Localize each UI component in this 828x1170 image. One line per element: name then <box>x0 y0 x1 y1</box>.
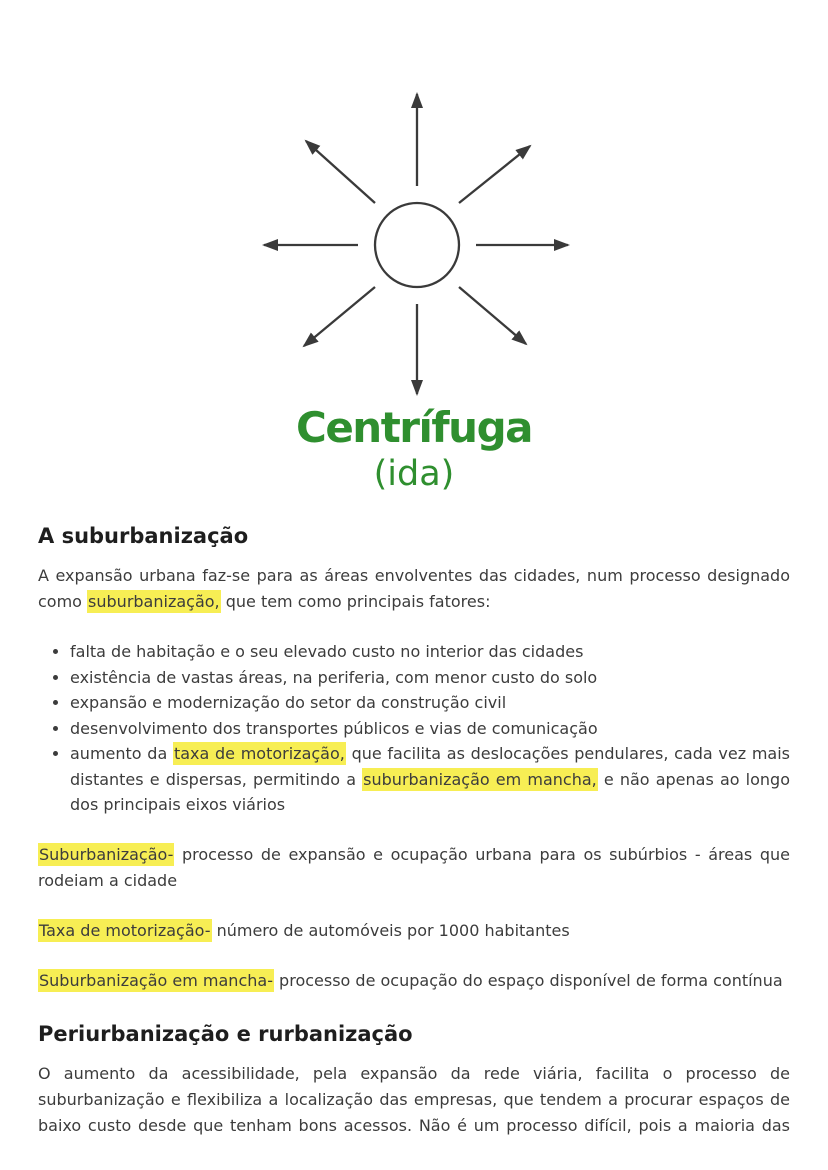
center-circle <box>375 203 459 287</box>
factor-item-vastas-areas: • existência de vastas áreas, na periferia, com menor custo do solo <box>70 665 790 691</box>
centrifugal-diagram <box>254 82 574 398</box>
document-content <box>38 522 790 1139</box>
figure-caption-subtitle: (ida) <box>373 454 455 494</box>
factor-item-taxa-motorizacao: • aumento da taxa de motorização, que facilita as deslocações pendulares, cada vez mais distantes e dispersas, permitindo a suburbanização em mancha, e não apenas ao longo dos principais eixos viários <box>70 741 790 818</box>
intro-paragraph: A expansão urbana faz-se para as áreas envolventes das cidades, num processo designado como suburbanização, que tem como principais fatores: <box>38 566 790 611</box>
centrifugal-figure <box>0 0 828 496</box>
definition-suburbanizacao: Suburbanização- processo de expansão e ocupação urbana para os subúrbios - áreas que rodeiam a cidade <box>38 844 790 890</box>
arrow-down-right-icon <box>459 287 526 344</box>
factors-list <box>38 639 790 818</box>
arrow-up-left-icon <box>306 141 375 203</box>
factor-item-construcao-civil: • expansão e modernização do setor da construção civil <box>70 690 790 716</box>
heading-a-suburbanizacao: A suburbanização <box>38 524 249 548</box>
definition-taxa-de-motorizacao: Taxa de motorização- número de automóveis por 1000 habitantes <box>39 920 570 940</box>
figure-caption-title: Centrífuga <box>296 403 532 452</box>
figure-caption <box>0 404 828 496</box>
heading-periurbanizacao: Periurbanização e rurbanização <box>38 1021 413 1046</box>
arrow-down-left-icon <box>304 287 375 346</box>
periurbanizacao-paragraph: O aumento da acessibilidade, pela expansão da rede viária, facilita o processo de suburbanização e flexibiliza a localização das empresas, que tendem a procurar espaços de baixo custo desde que tenham bons acessos. Não é um processo difícil, pois a maioria das <box>38 1063 790 1135</box>
factor-item-transportes: • desenvolvimento dos transportes públicos e vias de comunicação <box>70 716 790 742</box>
factor-item-habitacao: • falta de habitação e o seu elevado custo no interior das cidades <box>70 639 790 665</box>
arrow-up-right-icon <box>459 146 530 203</box>
definition-suburbanizacao-em-mancha: Suburbanização em mancha- processo de ocupação do espaço disponível de forma contínua <box>39 970 783 990</box>
